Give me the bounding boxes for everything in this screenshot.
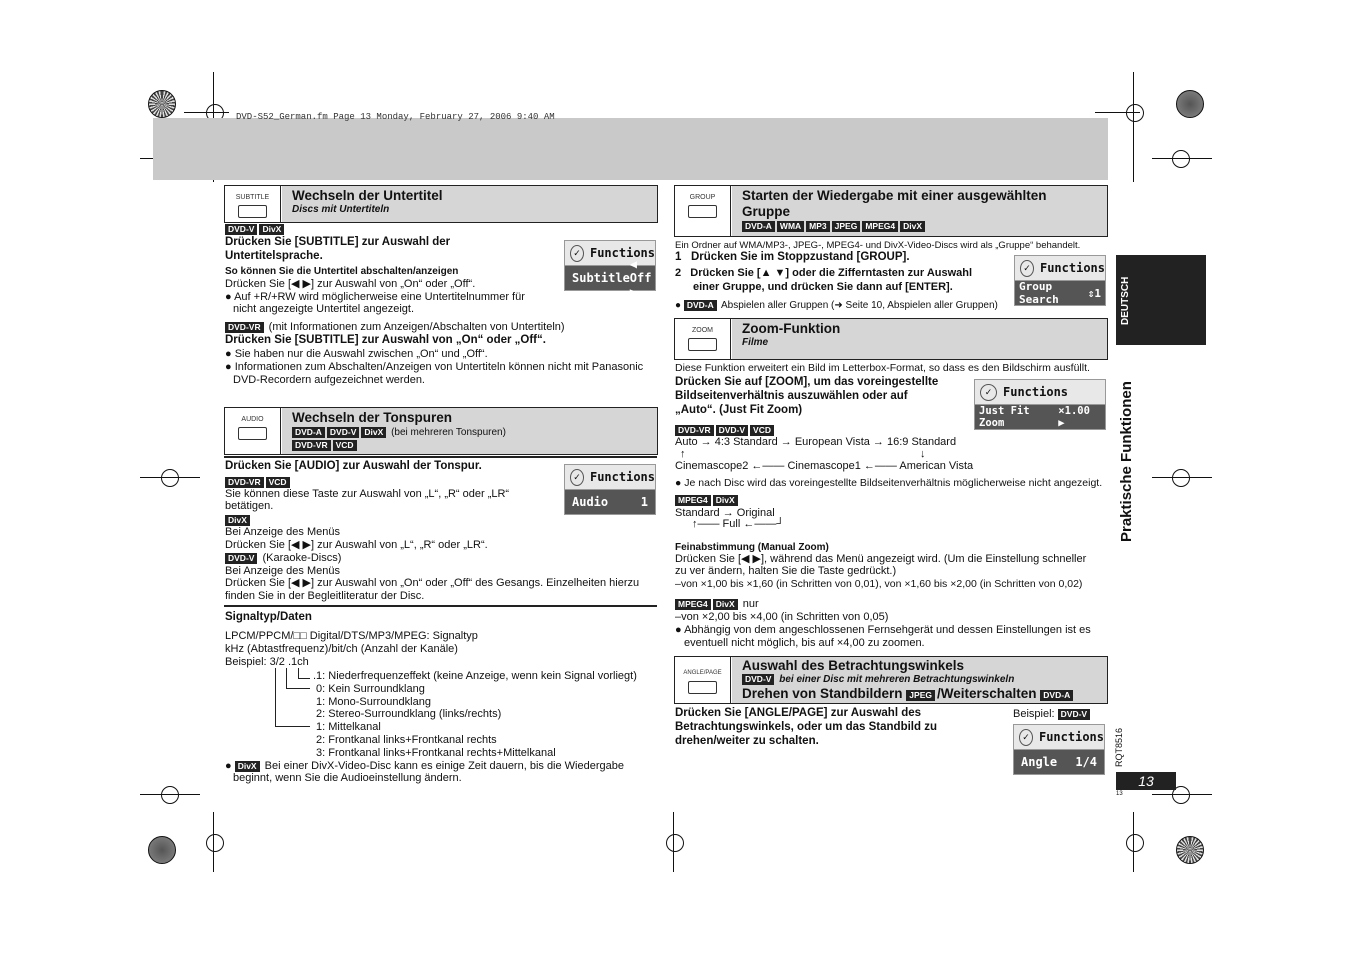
button-icon [688, 681, 717, 694]
example-label [1013, 708, 1092, 721]
text-line: Bei Anzeige des Menüs [225, 526, 340, 538]
file-info: DVD-S52_German.fm Page 13 Monday, February 27, 2006 9:40 AM [236, 112, 555, 122]
text-line: beginnt, wenn Sie die Audioeinstellung ändern. [233, 772, 462, 784]
functions-value: ⇕1 [1087, 286, 1101, 300]
functions-icon: ✓ [1020, 260, 1034, 277]
section-title: Wechseln der Tonspuren [292, 410, 453, 425]
bullet-line: ● Abhängig von dem angeschlossenen Fernsehgerät und dessen Einstellungen ist es [675, 624, 1091, 636]
instruction: Drücken Sie [SUBTITLE] zur Auswahl von „On“ oder „Off“. [225, 334, 546, 346]
button-icon [238, 205, 267, 218]
tree-line [275, 726, 310, 727]
section-subtitle: Discs mit Untertiteln [292, 204, 390, 215]
text: /Weiterschalten [936, 686, 1037, 701]
disc-tag: DivX [713, 599, 738, 610]
text: Bei einer DivX-Video-Disc kann es einige Zeit dauern, bis die Wiedergabe [264, 760, 624, 772]
text: Informationen zum Abschalten/Anzeigen von Untertiteln können nicht mit Panasonic [234, 361, 644, 373]
disc-tag: VCD [266, 477, 290, 488]
functions-value: 1 [640, 495, 648, 509]
instruction: Drücken Sie [ANGLE/PAGE] zur Auswahl des [675, 707, 922, 719]
instruction-cont: drehen/weiter zu schalten. [675, 735, 819, 747]
section-subtitle: Filme [742, 337, 769, 348]
disc-tag: DVD-VR [292, 440, 331, 451]
text-line: nicht angezeigte Untertitel angezeigt. [233, 303, 415, 315]
text: Abspielen aller Gruppen (➜ Seite 10, Abspielen aller Gruppen) [720, 300, 998, 311]
text-line: betätigen. [225, 500, 274, 512]
disc-tags [292, 426, 647, 439]
divx-cycle-line-2: ↑—— Full ←——┘ [692, 518, 785, 530]
text: Auf +R/+RW wird möglicherweise eine Untertitelnummer für [234, 291, 525, 303]
section-subtitle: bei einer Disc mit mehreren Betrachtungswinkeln [779, 674, 1015, 685]
cycle-arrow-down: ↓ [920, 448, 926, 460]
disc-tag: DVD-A [1040, 690, 1073, 701]
bullet-line: ● DivX Bei einer DivX-Video-Disc kann es einige Zeit dauern, bis die Wiedergabe [225, 760, 624, 772]
disc-tag: DVD-VR [225, 322, 264, 333]
header-strip [153, 118, 1108, 180]
functions-title: Functions [1038, 730, 1104, 744]
functions-title: Functions [589, 246, 655, 260]
text: (Karaoke-Discs) [262, 552, 342, 564]
tree-line [286, 668, 287, 688]
text: Je nach Disc wird das voreingestellte Bildseitenverhältnis möglicherweise nicht angezeigt. [684, 477, 1103, 489]
text-line: DVD-Recordern aufgezeichnet werden. [233, 374, 425, 386]
bullet-line: ● Je nach Disc wird das voreingestellte Bildseitenverhältnis möglicherweise nicht angezeigt. [675, 477, 1103, 489]
functions-title: Functions [589, 470, 655, 484]
functions-title: Functions [1039, 261, 1105, 275]
disc-tag: DVD-A [742, 221, 775, 232]
button-label: GROUP [689, 194, 716, 201]
audio-functions-display [564, 464, 656, 515]
text-line: kHz (Abtastfrequenz)/bit/ch (Anzahl der Kanäle) [225, 643, 458, 655]
text-line: Drücken Sie [◀ ▶] zur Auswahl von „On“ oder „Off“. [225, 278, 476, 290]
functions-value: ×1.00 ▶ [1058, 405, 1090, 429]
button-icon [688, 205, 717, 218]
text-line: finden Sie in der Begleitliteratur der Disc. [225, 590, 425, 602]
tag-note: (bei mehreren Tonspuren) [391, 427, 506, 438]
instruction-cont: Betrachtungswinkels, oder um das Standbild zu [675, 721, 937, 733]
functions-value: ◀ Off ▶ [629, 257, 652, 299]
step-number: 1 [675, 251, 682, 263]
step-1 [675, 251, 910, 264]
angle-title-line-2 [742, 686, 1097, 701]
functions-icon: ✓ [980, 384, 997, 401]
disc-tag: DVD-VR [225, 477, 264, 488]
text-line: Bei Anzeige des Menüs [225, 565, 340, 577]
text: Abhängig von dem angeschlossenen Fernsehgerät und dessen Einstellungen ist es [684, 624, 1091, 636]
zoom-remote-button [675, 319, 731, 359]
section-title: Zoom-Funktion [742, 321, 841, 336]
zoom-section-header [674, 318, 1108, 360]
text: nur [742, 598, 759, 610]
angle-sub-line [742, 674, 1097, 686]
disc-tag: DVD-V [742, 674, 774, 685]
functions-label: Group Search [1019, 280, 1059, 306]
tree-item: 0: Kein Surroundklang [316, 683, 425, 695]
tree-line [275, 668, 276, 726]
text-line: –von ×1,00 bis ×1,60 (in Schritten von 0,01), von ×1,60 bis ×2,00 (in Schritten von 0,02) [675, 578, 1083, 590]
tree-item: 2: Stereo-Surroundklang (links/rechts) [316, 708, 502, 720]
section-title: Starten der Wiedergabe mit einer ausgewählten [742, 188, 1047, 203]
functions-label: Angle [1021, 755, 1058, 769]
disc-tag: VCD [333, 440, 357, 451]
disc-tag: DVD-V [327, 427, 359, 438]
disc-tag: MPEG4 [675, 495, 711, 506]
subtitle-functions-display [564, 240, 656, 299]
disc-tag: DVD-V [225, 553, 257, 564]
disc-tag: JPEG [832, 221, 861, 232]
disc-tags [292, 439, 647, 451]
text-line: Drücken Sie [◀ ▶], während das Menü angezeigt wird. (Um die Einstellung schneller [675, 553, 1087, 565]
signal-heading: Signaltyp/Daten [225, 611, 312, 623]
bullet-line: ● Sie haben nur die Auswahl zwischen „On“ und „Off“. [225, 348, 488, 360]
section-title: Auswahl des Betrachtungswinkels [742, 658, 965, 673]
text-line: LPCM/PPCM/□□ Digital/DTS/MP3/MPEG: Signaltyp [225, 630, 478, 642]
text-line: Sie können diese Taste zur Auswahl von „L“, „R“ oder „LR“ [225, 488, 510, 500]
divx-cycle-line-1: Standard → Original [675, 507, 775, 519]
group-remote-button [675, 186, 731, 236]
functions-label: Just Fit Zoom [979, 405, 1030, 429]
subtitle-remote-button [225, 186, 281, 222]
disc-tag: MPEG4 [862, 221, 898, 232]
angle-section-header [674, 656, 1108, 704]
aspect-cycle-line-1: Auto → 4:3 Standard → European Vista → 16:9 Standard [675, 436, 957, 448]
disc-tags [225, 223, 286, 236]
step-text: Drücken Sie [▲ ▼] oder die Zifferntasten zur Auswahl [690, 267, 973, 279]
tree-item: 1: Mittelkanal [316, 721, 381, 733]
functions-title: Functions [1003, 385, 1069, 399]
instruction-cont: „Auto“. (Just Fit Zoom) [675, 404, 803, 416]
text: Drehen von Standbildern [742, 686, 903, 701]
functions-label: Audio [572, 495, 609, 509]
bullet-line: ● DVD-A Abspielen aller Gruppen (➜ Seite 10, Abspielen aller Gruppen) [675, 300, 998, 311]
instruction-cont: Untertitelsprache. [225, 250, 323, 262]
instruction: Drücken Sie auf [ZOOM], um das voreingestellte [675, 376, 939, 388]
disc-tags [675, 494, 740, 507]
disc-tag: DVD-V [225, 224, 257, 235]
text-line: zu ver ändern, halten Sie die Taste gedrückt.) [675, 565, 897, 577]
disc-tag: DivX [361, 427, 386, 438]
sub-heading: So können Sie die Untertitel abschalten/anzeigen [225, 266, 459, 277]
button-label: ZOOM [692, 327, 713, 334]
text-line: Drücken Sie [◀ ▶] zur Auswahl von „On“ oder „Off“ des Gesangs. Einzelheiten hierzu [225, 577, 640, 589]
audio-remote-button [225, 408, 281, 454]
button-label: AUDIO [241, 416, 264, 423]
tree-item: 3: Frontkanal links+Frontkanal rechts+Mittelkanal [316, 747, 556, 759]
disc-tag: DivX [900, 221, 925, 232]
text-line: –von ×2,00 bis ×4,00 (in Schritten von 0,05) [675, 611, 889, 623]
group-intro: Ein Ordner auf WMA/MP3-, JPEG-, MPEG4- und DivX-Video-Discs wird als „Gruppe“ behandelt. [675, 240, 1081, 251]
aspect-cycle-line-2: Cinemascope2 ←—— Cinemascope1 ←—— American Vista [675, 460, 974, 472]
section-title-cont: Gruppe [742, 204, 791, 219]
instruction-cont: Bildseitenverhältnis auszuwählen oder auf [675, 390, 908, 402]
step-text: Drücken Sie im Stoppzustand [GROUP]. [691, 251, 910, 263]
group-section-header [674, 185, 1108, 237]
disc-tag: MPEG4 [675, 599, 711, 610]
disc-tag: JPEG [906, 690, 935, 701]
subtitle-section-header [224, 185, 658, 223]
page-number-small: 13 [1116, 791, 1123, 797]
tree-item: 2: Frontkanal links+Frontkanal rechts [316, 734, 497, 746]
vr-line [225, 321, 565, 334]
tree-line [286, 688, 310, 689]
disc-tags [742, 220, 1097, 232]
disc-tag: DVD-V [1058, 709, 1090, 720]
tree-line [298, 678, 310, 679]
sub-heading: Feinabstimmung (Manual Zoom) [675, 542, 829, 553]
disc-tag: DivX [713, 495, 738, 506]
step-2 [675, 267, 972, 280]
bullet-line: ● Informationen zum Abschalten/Anzeigen von Untertiteln können nicht mit Panasonic [225, 361, 644, 373]
button-label: SUBTITLE [235, 194, 270, 201]
disc-tag: DivX [235, 761, 260, 772]
section-title: Wechseln der Untertitel [292, 188, 443, 203]
angle-functions-display [1013, 724, 1105, 775]
text-line: Beispiel: 3/2 .1ch [225, 656, 309, 668]
text-line: eventuell nicht möglich, bis auf ×4,00 zu zoomen. [684, 637, 925, 649]
zoom-functions-display [974, 379, 1106, 430]
instruction: Drücken Sie [SUBTITLE] zur Auswahl der [225, 236, 451, 248]
button-icon [688, 338, 717, 351]
doc-code: RQT8516 [1114, 727, 1124, 767]
tree-item: .1: Niederfrequenzeffekt (keine Anzeige, wenn kein Signal vorliegt) [313, 670, 637, 682]
page-number: 13 [1116, 772, 1176, 790]
button-label: ANGLE/PAGE [683, 670, 722, 676]
disc-tag: MP3 [806, 221, 829, 232]
disc-tag: DVD-A [292, 427, 325, 438]
disc-tag: DVD-A [684, 300, 717, 311]
tree-item: 1: Mono-Surroundklang [316, 696, 431, 708]
audio-section-header [224, 407, 658, 455]
functions-icon: ✓ [570, 245, 584, 262]
divider [224, 605, 657, 607]
text: (mit Informationen zum Anzeigen/Abschalten von Untertiteln) [268, 321, 565, 333]
disc-tag: DVD-VR [675, 425, 714, 436]
disc-tag: WMA [777, 221, 804, 232]
functions-label: Subtitle [572, 271, 630, 285]
angle-remote-button [675, 657, 731, 703]
tree-line [298, 668, 299, 678]
functions-icon: ✓ [1019, 729, 1033, 746]
text-line: Drücken Sie [◀ ▶] zur Auswahl von „L“, „R“ oder „LR“. [225, 539, 488, 551]
cycle-arrow-up: ↑ [680, 448, 686, 460]
group-functions-display [1014, 255, 1106, 306]
button-icon [238, 427, 267, 440]
disc-tags-line [675, 598, 759, 611]
section-label: Praktische Funktionen [1118, 381, 1135, 542]
step-2-cont: einer Gruppe, und drücken Sie dann auf [ENTER]. [693, 281, 953, 293]
disc-tag: DVD-V [716, 425, 748, 436]
disc-tag: DivX [225, 515, 250, 526]
disc-tag: VCD [750, 425, 774, 436]
zoom-intro: Diese Funktion erweitert ein Bild im Letterbox-Format, so dass es den Bildschirm ausfüllt. [675, 362, 1090, 374]
bullet-line: ● Auf +R/+RW wird möglicherweise eine Untertitelnummer für [225, 291, 525, 303]
instruction: Drücken Sie [AUDIO] zur Auswahl der Tonspur. [225, 460, 482, 472]
step-number: 2 [675, 267, 682, 279]
disc-tag: DivX [259, 224, 284, 235]
text: Sie haben nur die Auswahl zwischen „On“ und „Off“. [234, 348, 488, 360]
functions-icon: ✓ [570, 469, 584, 486]
divider [224, 456, 657, 458]
text: Beispiel: [1013, 708, 1055, 720]
language-label: DEUTSCH [1120, 276, 1131, 325]
functions-value: 1/4 [1075, 755, 1097, 769]
karaoke-line [225, 552, 341, 565]
